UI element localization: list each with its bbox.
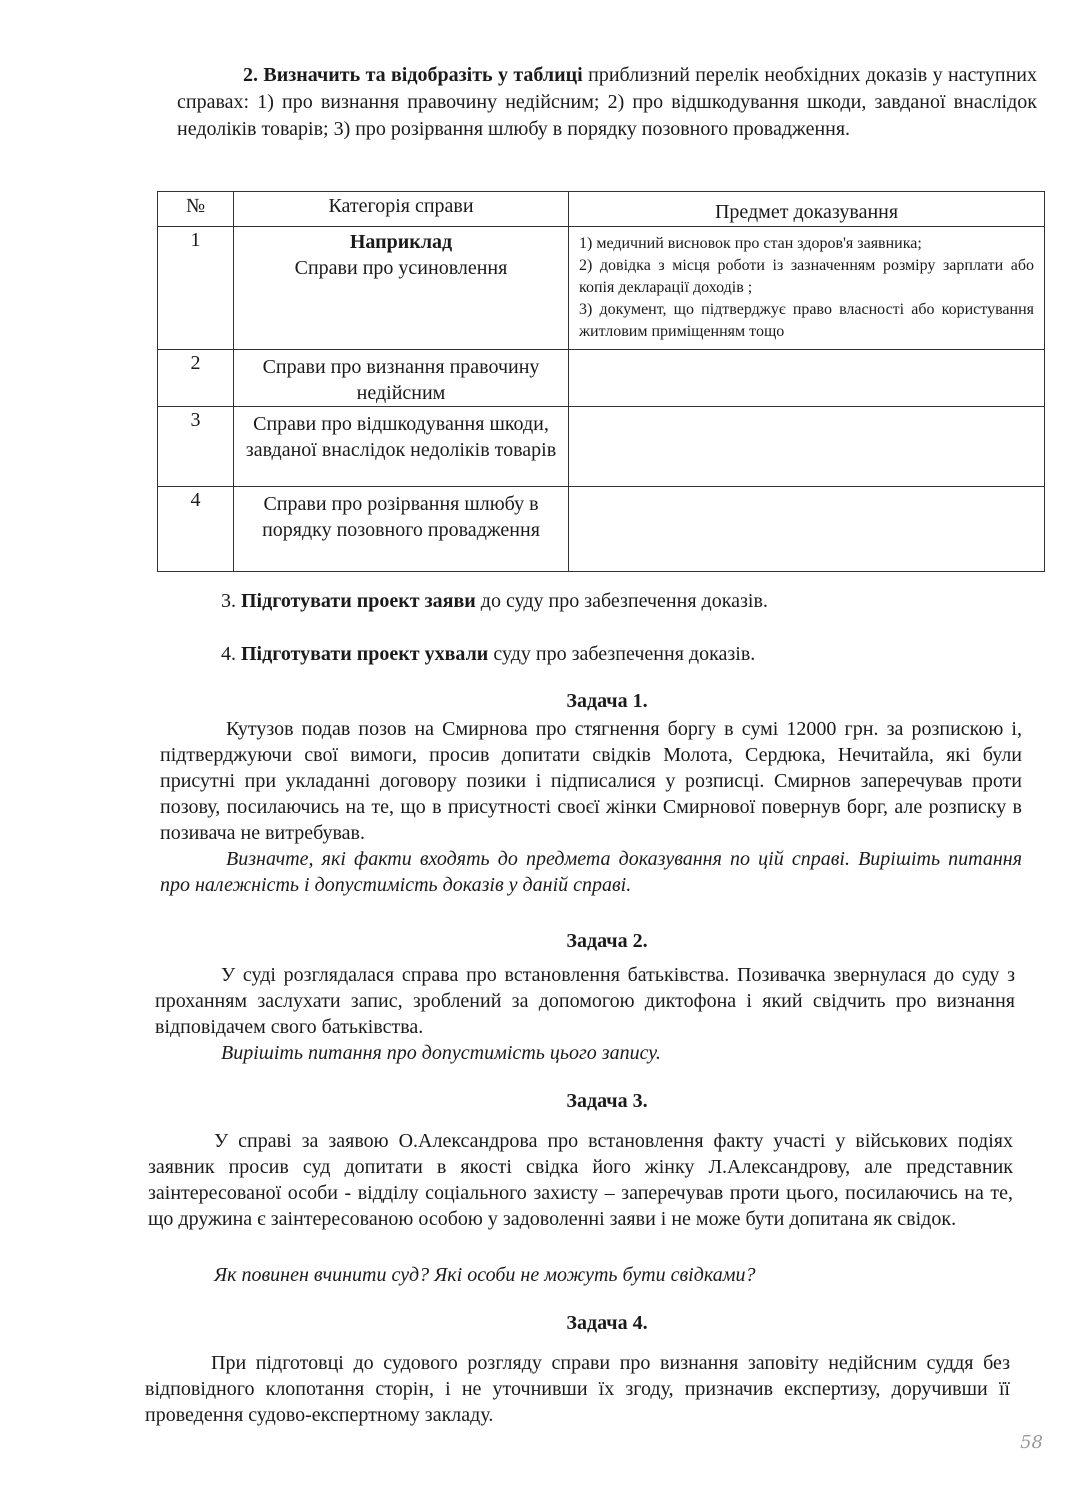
task3-heading: Підготувати проект заяви xyxy=(241,590,476,612)
row-subject xyxy=(569,487,1045,572)
problem-title: Задача 1. xyxy=(566,690,648,712)
row-number: 4 xyxy=(158,487,234,572)
example-category: Справи про усиновлення xyxy=(294,257,508,279)
example-label: Наприклад xyxy=(349,231,453,253)
problem-title: Задача 2. xyxy=(566,930,648,952)
subject-item: 2) довідка з місця роботи із зазначенням розміру зарплати або копія декларації доходів ; xyxy=(579,257,1034,296)
task3-paragraph: 3. Підготувати проект заяви до суду про забезпечення доказів. xyxy=(221,590,768,612)
table-row xyxy=(158,227,1045,350)
row-category xyxy=(234,227,569,350)
header-category: Категорія справи xyxy=(234,192,569,227)
row-number: 1 xyxy=(158,227,234,350)
row-number: 2 xyxy=(158,350,234,407)
header-number: № xyxy=(158,192,234,227)
table-row xyxy=(158,350,1045,407)
row-category: Справи про визнання правочину недійсним xyxy=(234,350,569,407)
subject-item: 1) медичний висновок про стан здоров'я заявника; xyxy=(579,235,922,252)
table-row xyxy=(158,487,1045,572)
subject-item: 3) документ, що підтверджує право власності або користування житловим приміщенням тощо xyxy=(579,301,1034,340)
problem-question: Визначте, які факти входять до предмета доказування по цій справі. Вирішіть питання про належність і допустимість доказів у даній справі. xyxy=(160,848,1022,896)
page-number-mark: 58 xyxy=(1020,1432,1043,1453)
problem-text: У справі за заявою О.Александрова про встановлення факту участі у військових подіях заявник просив суд допитати в якості свідка його жінку Л.Александрову, але представник заінтересованої особи - відділу соціального захисту – заперечував проти цього, посилаючись на те, що дружина є заінтересованою особою у задоволенні заяви і не може бути допитана як свідок. xyxy=(148,1130,1013,1230)
problem-text: При підготовці до судового розгляду справи про визнання заповіту недійсним суддя без відповідного клопотання сторін, і не уточнивши їх згоду, призначив експертизу, доручивши її проведення судово-експертному закладу. xyxy=(145,1352,1010,1426)
table-header-row xyxy=(158,192,1045,227)
task3-number: 3 xyxy=(221,590,231,612)
problem-text: У суді розглядалася справа про встановлення батьківства. Позивачка звернулася до суду з проханням заслухати запис, зроблений за допомогою диктофона і який свідчить про визнання відповідачем свого батьківства. xyxy=(155,964,1015,1038)
task2-heading: Визначить та відобразіть у таблиці xyxy=(263,64,583,86)
task4-heading: Підготувати проект ухвали xyxy=(241,643,489,665)
row-subject xyxy=(569,227,1045,350)
task3-text: до суду про забезпечення доказів. xyxy=(480,590,768,612)
problem-text: Кутузов подав позов на Смирнова про стягнення боргу в сумі 12000 грн. за розпискою і, підтверджуючи свої вимоги, просив допитати свідків Молота, Сердюка, Нечитайла, які були присутні при укладанні договору позики і підписалися у розписці. Смирнов заперечував проти позову, посилаючись на те, що в присутності своєї жінки Смирнової повернув борг, але розписку в позивача не витребував. xyxy=(160,718,1022,844)
header-subject: Предмет доказування xyxy=(569,192,1045,227)
problem-title: Задача 4. xyxy=(566,1312,648,1334)
task2-number: 2. xyxy=(243,64,258,86)
task4-paragraph: 4. Підготувати проект ухвали суду про забезпечення доказів. xyxy=(221,643,756,665)
row-number: 3 xyxy=(158,407,234,487)
task2-paragraph xyxy=(177,62,1037,143)
problem-title: Задача 3. xyxy=(566,1090,648,1112)
row-subject xyxy=(569,350,1045,407)
task4-number: 4 xyxy=(221,643,231,665)
evidence-table xyxy=(157,191,1045,572)
row-subject xyxy=(569,407,1045,487)
row-category: Справи про розірвання шлюбу в порядку позовного провадження xyxy=(234,487,569,572)
table-row xyxy=(158,407,1045,487)
task4-text: суду про забезпечення доказів. xyxy=(493,643,756,665)
row-category: Справи про відшкодування шкоди, завданої внаслідок недоліків товарів xyxy=(234,407,569,487)
task2-text: приблизний перелік необхідних доказів у наступних справах: 1) про визнання правочину недійсним; 2) про відшкодування шкоди, завданої внаслідок недоліків товарів; 3) про розірвання шлюбу в порядку позовного провадження. xyxy=(177,64,1038,140)
problem-question: Як повинен вчинити суд? Які особи не можуть бути свідками? xyxy=(214,1264,756,1286)
problem-question: Вирішіть питання про допустимість цього запису. xyxy=(221,1042,661,1064)
